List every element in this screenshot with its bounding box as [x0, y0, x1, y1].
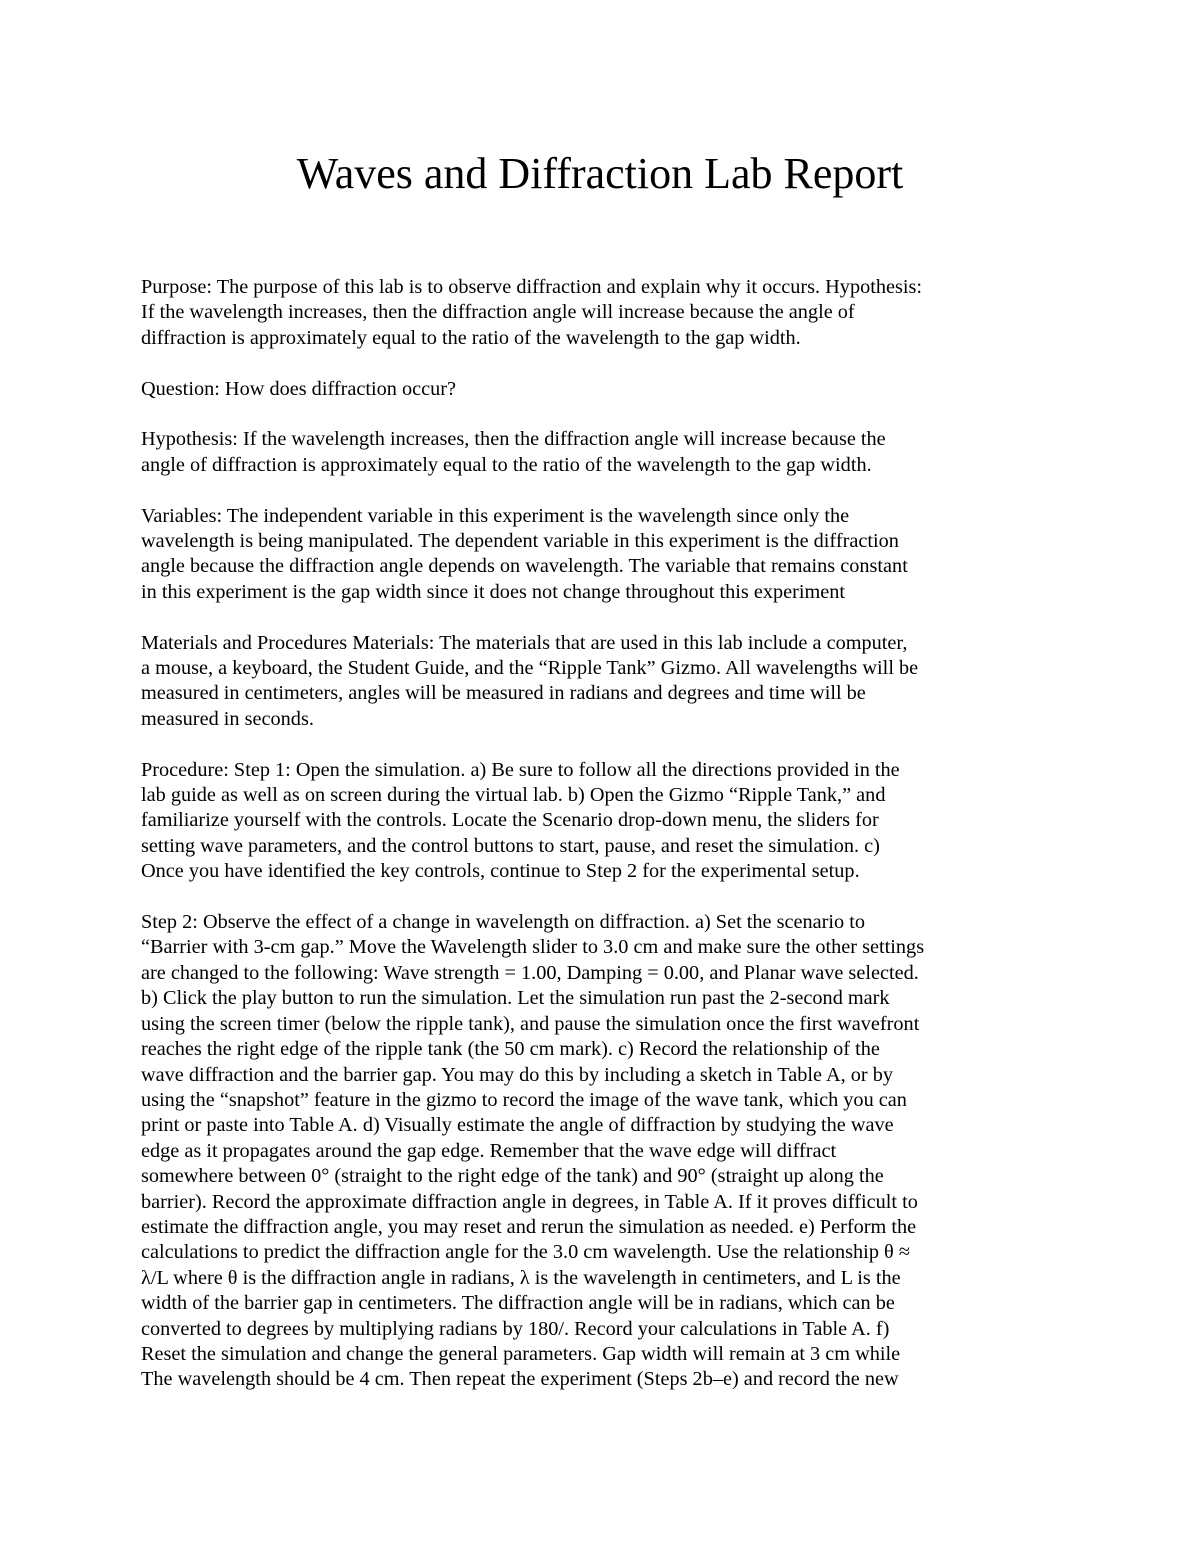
paragraph-line: measured in seconds. [141, 707, 314, 730]
paragraph-line: setting wave parameters, and the control buttons to start, pause, and reset the simulation. c) [141, 834, 880, 857]
paragraph-line: Materials and Procedures Materials: The materials that are used in this lab include a computer, [141, 631, 908, 654]
paragraph-line: Variables: The independent variable in this experiment is the wavelength since only the [141, 504, 850, 527]
paragraph-line: reaches the right edge of the ripple tank (the 50 cm mark). c) Record the relationship of the [141, 1038, 880, 1061]
paragraph-line: angle because the diffraction angle depends on wavelength. The variable that remains constant [141, 555, 908, 578]
paragraph-line: Once you have identified the key controls, continue to Step 2 for the experimental setup. [141, 860, 860, 883]
paragraph-procedure-step-1 [141, 758, 1061, 885]
paragraph-line: Step 2: Observe the effect of a change in wavelength on diffraction. a) Set the scenario to [141, 911, 866, 934]
paragraph-line: width of the barrier gap in centimeters. The diffraction angle will be in radians, which can be [141, 1292, 895, 1315]
paragraph-purpose [141, 275, 1061, 351]
paragraph-line: “Barrier with 3-cm gap.” Move the Wavelength slider to 3.0 cm and make sure the other settings [141, 936, 925, 959]
paragraph-line: in this experiment is the gap width since it does not change throughout this experiment [141, 580, 846, 603]
paragraph-line: estimate the diffraction angle, you may reset and rerun the simulation as needed. e) Perform the [141, 1215, 917, 1238]
paragraph-question [141, 377, 1061, 402]
paragraph-line: a mouse, a keyboard, the Student Guide, and the “Ripple Tank” Gizmo. All wavelengths will be [141, 657, 919, 680]
paragraph-line: Hypothesis: If the wavelength increases, then the diffraction angle will increase because the [141, 428, 886, 451]
page-title: Waves and Diffraction Lab Report [296, 149, 904, 198]
paragraph-line: using the “snapshot” feature in the gizmo to record the image of the wave tank, which you can [141, 1088, 907, 1111]
paragraph-line: barrier). Record the approximate diffraction angle in degrees, in Table A. If it proves difficult to [141, 1190, 918, 1213]
paragraph-line: If the wavelength increases, then the diffraction angle will increase because the angle of [141, 301, 855, 324]
paragraph-procedure-step-2 [141, 910, 1061, 1393]
paragraph-line: angle of diffraction is approximately equal to the ratio of the wavelength to the gap width. [141, 453, 872, 476]
paragraph-variables [141, 504, 1061, 606]
paragraph-line: edge as it propagates around the gap edge. Remember that the wave edge will diffract [141, 1139, 837, 1162]
paragraph-line: Procedure: Step 1: Open the simulation. a) Be sure to follow all the directions provided in the [141, 758, 900, 781]
report-body [141, 275, 1061, 1418]
paragraph-line: somewhere between 0° (straight to the right edge of the tank) and 90° (straight up along the [141, 1165, 884, 1188]
paragraph-line: diffraction is approximately equal to the ratio of the wavelength to the gap width. [141, 326, 801, 349]
paragraph-line: are changed to the following: Wave strength = 1.00, Damping = 0.00, and Planar wave selected. [141, 961, 919, 984]
paragraph-line: measured in centimeters, angles will be measured in radians and degrees and time will be [141, 682, 866, 705]
paragraph-line: Reset the simulation and change the general parameters. Gap width will remain at 3 cm while [141, 1342, 901, 1365]
paragraph-line: wavelength is being manipulated. The dependent variable in this experiment is the diffraction [141, 530, 899, 553]
paragraph-line: b) Click the play button to run the simulation. Let the simulation run past the 2-second mark [141, 987, 890, 1010]
paragraph-materials [141, 631, 1061, 733]
paragraph-line: familiarize yourself with the controls. Locate the Scenario drop-down menu, the sliders for [141, 809, 879, 832]
paragraph-line: lab guide as well as on screen during the virtual lab. b) Open the Gizmo “Ripple Tank,” and [141, 784, 886, 807]
paragraph-line: converted to degrees by multiplying radians by 180/. Record your calculations in Table A. f) [141, 1317, 890, 1340]
paragraph-line: wave diffraction and the barrier gap. You may do this by including a sketch in Table A, or by [141, 1063, 894, 1086]
paragraph-line: Question: How does diffraction occur? [141, 377, 457, 400]
paragraph-line: The wavelength should be 4 cm. Then repeat the experiment (Steps 2b–e) and record the new [141, 1368, 899, 1391]
paragraph-line: Purpose: The purpose of this lab is to observe diffraction and explain why it occurs. Hypothesis: [141, 276, 923, 298]
paragraph-line: print or paste into Table A. d) Visually estimate the angle of diffraction by studying the wave [141, 1114, 894, 1137]
paragraph-line: using the screen timer (below the ripple tank), and pause the simulation once the first wavefront [141, 1012, 920, 1035]
paragraph-line: calculations to predict the diffraction angle for the 3.0 cm wavelength. Use the relationship θ ≈ [141, 1241, 910, 1264]
paragraph-hypothesis [141, 427, 1061, 478]
paragraph-line: λ/L where θ is the diffraction angle in radians, λ is the wavelength in centimeters, and L is the [141, 1266, 901, 1289]
